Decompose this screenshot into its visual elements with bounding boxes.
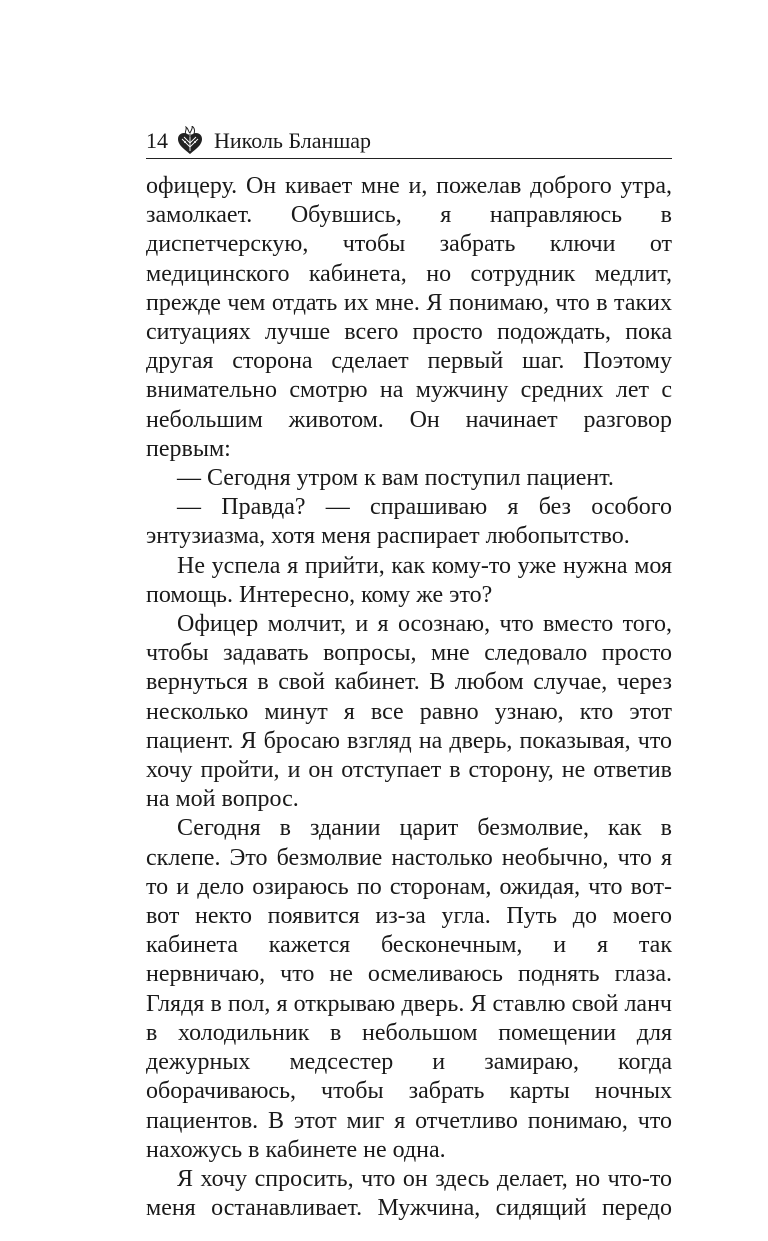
paragraph: офицеру. Он кивает мне и, пожелав доброго утра, замолкает. Обувшись, я направляюсь в диспетчерскую, чтобы забрать ключи от медицинского кабинета, но сотрудник медлит, прежде чем отдать их мне. Я понимаю, что в таких ситуациях лучше всего просто подождать, пока другая сторона сделает первый шаг. Поэтому внимательно смотрю на мужчину средних лет с небольшим животом. Он начинает разговор первым: — [146, 173, 672, 462]
paragraph: Сегодня в здании царит безмолвие, как в склепе. Это безмолвие настолько необычно, что я то и дело озираюсь по сторонам, ожидая, что вот-вот некто появится из-за угла. Путь до моего кабинета кажется бесконечным, и я так нервничаю, что не осмеливаюсь поднять глаза. Глядя в пол, я открываю дверь. Я ставлю свой ланч в холодильник в небольшом помещении для дежурных медсестер и замираю, когда оборачиваюсь, чтобы забрать карты ночных пациентов. В этот миг я отчетливо понимаю, что нахожусь в кабинете не одна. — [146, 815, 672, 1163]
running-head — [146, 124, 672, 159]
author-name: Николь Бланшар — [214, 128, 372, 153]
body-text — [146, 172, 672, 1223]
paragraph: — Правда? — спрашиваю я без особого энтузиазма, хотя меня распирает любопытство. — [146, 494, 672, 550]
paragraph: Офицер молчит, и я осознаю, что вместо того, чтобы задавать вопросы, мне следовало просто вернуться в свой кабинет. В любом случае, через несколько минут я все равно узнаю, кто этот пациент. Я бросаю взгляд на дверь, показывая, что хочу пройти, и он отступает в сторону, не ответив на мой вопрос. — [146, 611, 672, 813]
page-number: 14 — [146, 128, 168, 153]
paragraph: — Сегодня утром к вам поступил пациент. — [177, 465, 614, 492]
paragraph: Я хочу спросить, что он здесь делает, но что-то меня останавливает. Мужчина, сидящий передо — [146, 1165, 672, 1222]
paragraph: Не успела я прийти, как кому-то уже нужна моя помощь. Интересно, кому же это? — [146, 552, 672, 608]
heart-emblem-icon — [176, 126, 204, 156]
